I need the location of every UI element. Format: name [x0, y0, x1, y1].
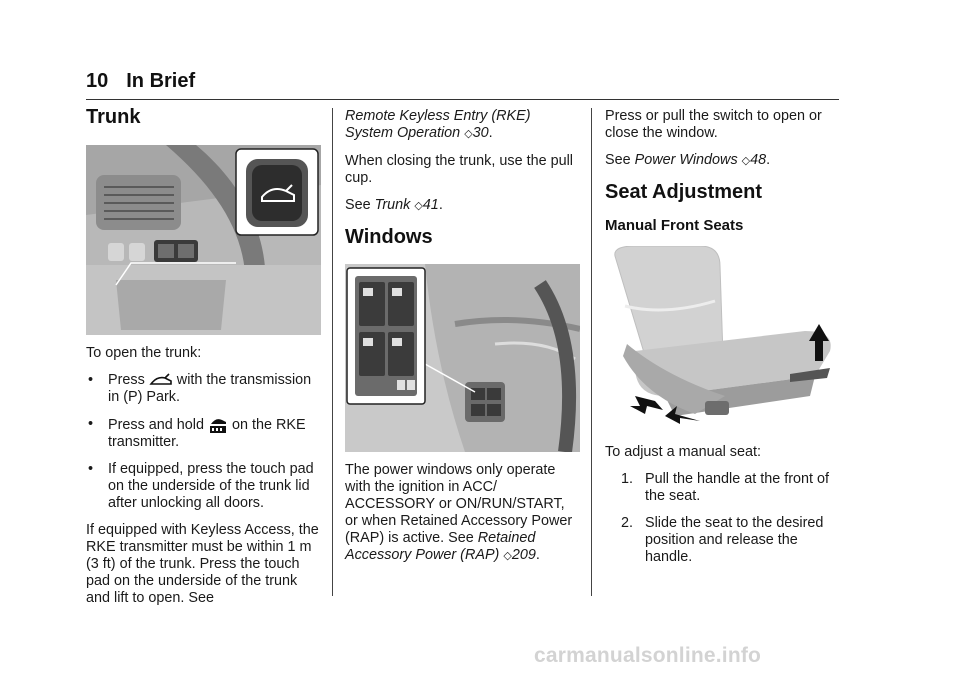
trunk-bullet-2 — [86, 416, 321, 451]
trunk-bullet-3 — [86, 461, 321, 512]
keyless-paragraph — [86, 522, 321, 607]
windows-paragraph — [345, 462, 581, 565]
bullet-text: If equipped, press the touch pad on the underside of the trunk lid after unlocking all doors. — [108, 461, 314, 511]
bullet-text-post: with the transmission in (P) Park. — [108, 372, 312, 405]
page-header — [86, 70, 195, 93]
rke-reference — [345, 108, 581, 143]
bullet-text-pre: Press and hold — [108, 416, 204, 433]
period: . — [438, 197, 443, 213]
period: . — [766, 152, 771, 168]
trunk-release-icon — [149, 373, 173, 387]
see-label: See — [345, 197, 371, 213]
period: . — [535, 547, 540, 563]
trunk-ref-title: Trunk — [374, 197, 411, 213]
bullet-text-post: on the RKE transmitter. — [108, 416, 306, 450]
step-number: 2. — [621, 515, 634, 531]
section-title: In Brief — [126, 70, 196, 92]
page-ref-icon: ◇ — [464, 128, 473, 140]
column-3 — [605, 108, 841, 576]
see-label: See — [605, 152, 631, 168]
rap-ref-page: 209 — [511, 547, 536, 563]
page-ref-icon: ◇ — [741, 155, 751, 167]
closing-paragraph: When closing the trunk, use the pull cup. — [345, 153, 573, 186]
bullet-text-pre: Press — [108, 372, 145, 388]
seat-heading: Seat Adjustment — [605, 181, 763, 203]
step-text: Slide the seat to the desired position and release the handle. — [645, 515, 824, 565]
watermark: carmanualsonline.info — [534, 644, 762, 667]
keyless-text: If equipped with Keyless Access, the RKE transmitter must be within 1 m (3 ft) of the trunk. Press the touch pad on the underside of the trunk and lift to open. See — [86, 522, 319, 606]
rke-trunk-icon — [208, 416, 228, 434]
column-divider-2 — [591, 108, 592, 596]
page-ref-icon: ◇ — [503, 550, 512, 562]
header-rule — [86, 99, 839, 100]
manual-seats-subheading: Manual Front Seats — [605, 217, 744, 234]
windows-text: The power windows only operate with the ignition in ACC/ ACCESSORY or ON/RUN/START, or when Retained Accessory Power (RAP) is active. See — [345, 462, 573, 546]
step-text: Pull the handle at the front of the seat. — [645, 471, 830, 504]
trunk-intro: To open the trunk: — [86, 345, 202, 361]
step-number: 1. — [621, 471, 634, 487]
power-window-switch-illustration — [345, 264, 580, 452]
windows-see-line — [605, 152, 841, 170]
rke-ref-title: Remote Keyless Entry (RKE) System Operation — [345, 108, 531, 141]
column-1 — [86, 108, 321, 617]
trunk-bullet-1 — [86, 372, 321, 406]
bullet-marker: • — [88, 416, 94, 432]
column-2 — [345, 108, 581, 575]
trunk-heading: Trunk — [86, 106, 141, 128]
trunk-see-line — [345, 197, 581, 215]
page-ref-icon: ◇ — [414, 200, 423, 212]
pw-ref-page: 48 — [750, 152, 767, 168]
seat-step-2 — [605, 515, 841, 566]
bullet-marker: • — [88, 372, 94, 388]
windows-heading: Windows — [345, 226, 433, 248]
trunk-ref-page: 41 — [422, 197, 439, 213]
page-number: 10 — [86, 70, 109, 92]
bullet-marker: • — [88, 461, 94, 477]
manual-seat-illustration — [605, 246, 840, 436]
column-divider-1 — [332, 108, 333, 596]
pw-ref-title: Power Windows — [634, 152, 738, 168]
seat-intro: To adjust a manual seat: — [605, 444, 761, 460]
period: . — [488, 125, 493, 141]
rap-ref-title: Retained Accessory Power (RAP) — [345, 530, 536, 563]
rke-ref-page: 30 — [472, 125, 489, 141]
window-switch-paragraph: Press or pull the switch to open or close the window. — [605, 108, 822, 141]
trunk-release-illustration — [86, 145, 321, 335]
seat-step-1 — [605, 471, 841, 505]
